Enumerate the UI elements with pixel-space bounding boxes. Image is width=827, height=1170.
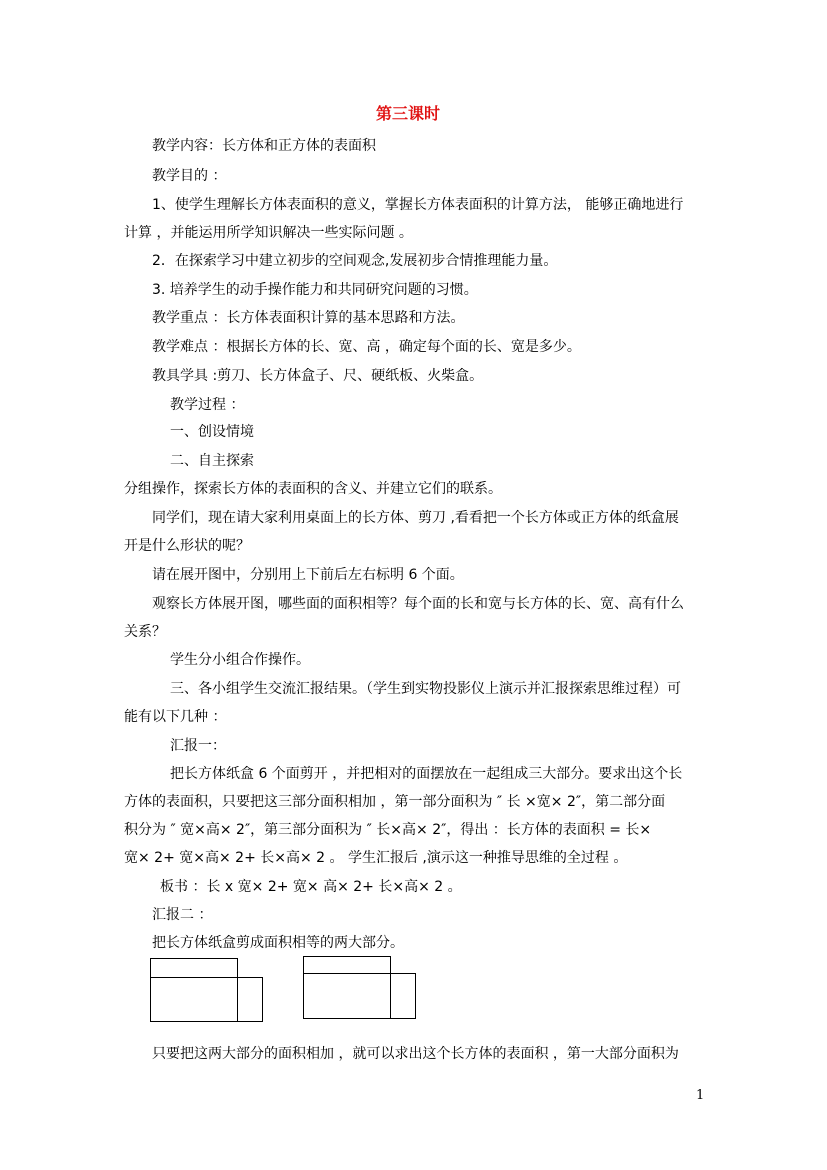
page-number: 1	[696, 1088, 705, 1103]
text-line: 同学们，现在请大家利用桌面上的长方体、剪刀 ,看看把一个长方体或正方体的纸盒展	[152, 510, 679, 526]
diagram-rect	[150, 958, 238, 978]
text-line: 宽× 2+ 宽×高× 2+ 长×高× 2 。 学生汇报后 ,演示这一种推导思维的全过程 。	[124, 850, 628, 866]
text-line: 观察长方体展开图，哪些面的面积相等？每个面的长和宽与长方体的长、宽、高有什么	[152, 596, 684, 612]
text-line: 请在展开图中，分别用上下前后左右标明 6 个面。	[152, 567, 464, 583]
diagram-rect	[390, 973, 416, 1019]
diagram-rect	[150, 977, 238, 1022]
text-line: 开是什么形状的呢？	[124, 538, 250, 554]
text-line: 1、使学生理解长方体表面积的意义，掌握长方体表面积的计算方法， 能够正确地进行	[152, 197, 684, 213]
page-title: 第三课时	[376, 104, 441, 123]
text-line: 积分为 ″ 宽×高× 2″，第三部分面积为 ″ 长×高× 2″，得出 ：长方体的表面积 = 长×	[124, 822, 652, 838]
text-line: 教学过程 ：	[170, 397, 245, 413]
text-line: 关系？	[124, 624, 166, 640]
diagram-rect	[303, 973, 391, 1019]
text-line: 汇报一：	[170, 738, 226, 754]
text-line: 方体的表面积，只要把这三部分面积相加 ，第一部分面积为 ″ 长 ×宽× 2″，第二部分面	[124, 794, 666, 810]
text-line: 教学难点 ：根据长方体的长、宽、高 ，确定每个面的长、宽是多少。	[152, 339, 581, 355]
text-line: 教具学具 :剪刀、长方体盒子、尺、硬纸板、火柴盒。	[152, 368, 484, 384]
text-line: 三、各小组学生交流汇报结果。（学生到实物投影仪上演示并汇报探索思维过程）可	[170, 681, 681, 697]
text-line: 把长方体纸盒剪成面积相等的两大部分。	[152, 935, 404, 951]
text-line: 板书 ：长 x 宽× 2+ 宽× 高× 2+ 长×高× 2 。	[160, 879, 462, 895]
text-line: 一、创设情境	[170, 424, 254, 440]
text-line: 二、自主探索	[170, 453, 254, 469]
text-line: 计算 ，并能运用所学知识解决一些实际问题 。	[124, 225, 413, 241]
text-line: 教学重点 ：长方体表面积计算的基本思路和方法。	[152, 310, 465, 326]
text-line: 汇报二 ：	[152, 907, 213, 923]
text-line: 把长方体纸盒 6 个面剪开 ，并把相对的面摆放在一起组成三大部分。要求出这个长	[170, 766, 683, 782]
text-line: 教学目的 ：	[152, 168, 227, 184]
text-line: 能有以下几种 ：	[124, 709, 227, 725]
text-line: 教学内容：长方体和正方体的表面积	[152, 138, 376, 154]
text-line: 2．在探索学习中建立初步的空间观念,发展初步合情推理能力量。	[152, 253, 558, 269]
diagram-rect	[303, 956, 391, 974]
text-line: 学生分小组合作操作。	[170, 652, 310, 668]
text-line: 分组操作，探索长方体的表面积的含义、并建立它们的联系。	[124, 481, 502, 497]
text-line: 3. 培养学生的动手操作能力和共同研究问题的习惯。	[152, 282, 478, 298]
text-line: 只要把这两大部分的面积相加 ，就可以求出这个长方体的表面积 ，第一大部分面积为	[152, 1046, 679, 1062]
diagram-rect	[237, 977, 263, 1022]
